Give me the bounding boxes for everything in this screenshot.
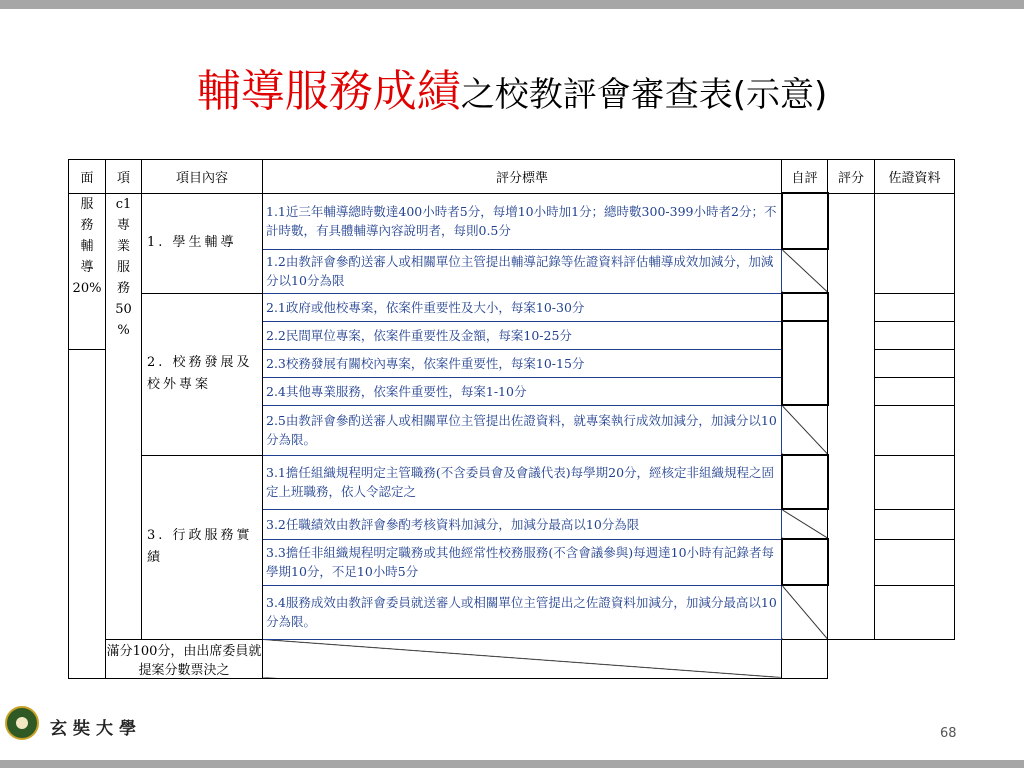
slide-title — [0, 55, 1024, 119]
facet-cell: 服 務 輔 導 20% — [69, 193, 106, 349]
criterion-2-5: 2.5由教評會參酌送審人或相關單位主管提出佐證資料，就專案執行成效加減分，加減分以10分為限。 — [263, 405, 782, 455]
evidence-cell[interactable] — [875, 455, 955, 509]
criterion-2-4: 2.4其他專業服務，依案件重要性，每案1-10分 — [263, 377, 782, 405]
evidence-cell[interactable] — [875, 509, 955, 539]
evidence-cell[interactable] — [875, 193, 955, 293]
self-score-slashed-cell — [782, 585, 828, 639]
item-student-counseling: 1. 學生輔導 — [142, 193, 263, 293]
header-item-content: 項目內容 — [142, 160, 263, 194]
table-row — [69, 193, 955, 249]
bottom-accent-bar — [0, 760, 1024, 768]
top-accent-bar — [0, 0, 1024, 9]
self-score-cell[interactable] — [782, 539, 828, 585]
criterion-3-4: 3.4服務成效由教評會委員就送審人或相關單位主管提出之佐證資料加減分，加減分最高以10分為限。 — [263, 585, 782, 639]
page-number: 68 — [940, 726, 957, 741]
self-score-slashed-cell — [782, 509, 828, 539]
evidence-cell[interactable] — [875, 293, 955, 321]
title-rest: 之校教評會審查表(示意) — [460, 75, 828, 115]
evidence-cell[interactable] — [875, 349, 955, 377]
criterion-2-1: 2.1政府或他校專案，依案件重要性及大小，每案10-30分 — [263, 293, 782, 321]
criterion-1-2: 1.2由教評會參酌送審人或相關單位主管提出輔導記錄等佐證資料評估輔導成效加減分，加減分以10分為限 — [263, 249, 782, 293]
item-school-development: 2. 校務發展及校外專案 — [142, 293, 263, 455]
university-logo — [5, 706, 39, 740]
university-name: 玄奘大學 — [50, 719, 142, 739]
header-criteria: 評分標準 — [263, 160, 782, 194]
item-administrative-service: 3. 行政服務實績 — [142, 455, 263, 639]
header-facet: 面 — [69, 160, 106, 194]
category-cell: c1 專 業 服 務 50 % — [106, 193, 142, 639]
self-score-cell[interactable] — [782, 293, 828, 321]
title-highlight: 輔導服務成績 — [196, 66, 461, 117]
criterion-2-2: 2.2民間單位專案，依案件重要性及金額，每案10-25分 — [263, 321, 782, 349]
self-score-slashed-cell — [263, 639, 782, 678]
criterion-3-3: 3.3擔任非組織規程明定職務或其他經常性校務服務(不含會議參與)每週達10小時有記錄者每學期10分，不足10小時5分 — [263, 539, 782, 585]
header-evidence: 佐證資料 — [875, 160, 955, 194]
self-score-slashed-cell — [782, 249, 828, 293]
header-self-score: 自評 — [782, 160, 828, 194]
total-score-note: 滿分100分，由出席委員就提案分數票決之 — [106, 639, 263, 678]
self-score-slashed-cell — [782, 405, 828, 455]
criterion-3-2: 3.2任職績效由教評會參酌考核資料加減分，加減分最高以10分為限 — [263, 509, 782, 539]
criterion-3-1: 3.1擔任組織規程明定主管職務(不含委員會及會議代表)每學期20分，經核定非組織規程之固定上班職務，依人令認定之 — [263, 455, 782, 509]
evaluation-table — [68, 159, 955, 679]
header-row — [69, 160, 955, 194]
score-cell[interactable] — [828, 193, 875, 639]
evidence-cell[interactable] — [875, 377, 955, 405]
evidence-cell[interactable] — [875, 321, 955, 349]
self-score-cell[interactable] — [782, 455, 828, 509]
facet-empty-cell — [69, 349, 106, 678]
criterion-2-3: 2.3校務發展有關校內專案，依案件重要性，每案10-15分 — [263, 349, 782, 377]
header-score: 評分 — [828, 160, 875, 194]
self-score-cell[interactable] — [782, 321, 828, 405]
total-row — [69, 639, 955, 678]
evidence-cell[interactable] — [875, 539, 955, 585]
evidence-cell[interactable] — [782, 639, 828, 678]
table-row — [69, 293, 955, 321]
evidence-cell[interactable] — [875, 405, 955, 455]
header-category: 項 — [106, 160, 142, 194]
evidence-cell[interactable] — [875, 585, 955, 639]
self-score-cell[interactable] — [782, 193, 828, 249]
criterion-1-1: 1.1近三年輔導總時數達400小時者5分，每增10小時加1分；總時數300-399小時者2分；不計時數，有具體輔導內容說明者，每則0.5分 — [263, 193, 782, 249]
table-row — [69, 455, 955, 509]
